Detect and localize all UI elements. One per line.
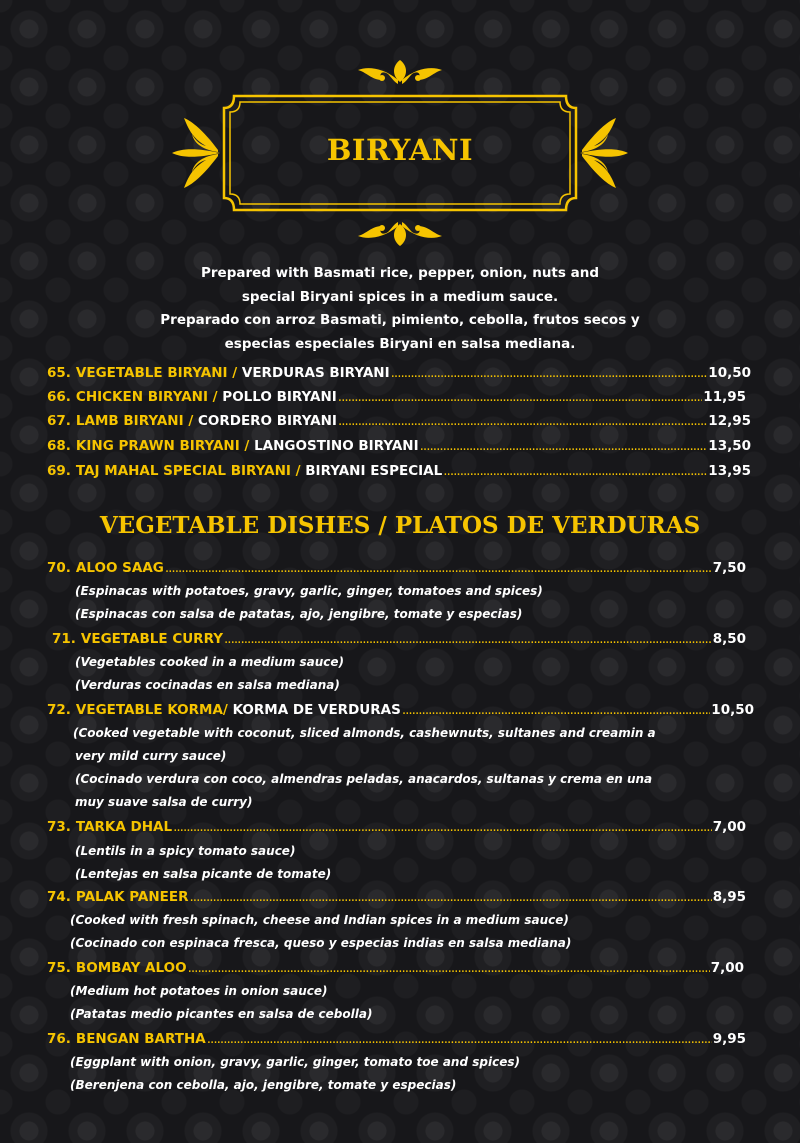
item-name: TARKA DHAL: [75, 819, 173, 835]
item-price: 13,50: [708, 438, 751, 454]
item-description: (Patatas medio picantes en salsa de cebolla): [70, 1007, 373, 1021]
item-description: (Eggplant with onion, gravy, garlic, ginger, tomato toe and spices): [70, 1055, 520, 1069]
item-description: (Medium hot potatoes in onion sauce): [70, 984, 328, 998]
intro-line: special Biryani spices in a medium sauce.: [241, 288, 559, 305]
item-number: 70.: [47, 560, 71, 576]
dot-leader: [402, 699, 710, 721]
intro-line: especias especiales Biryani en salsa mediana.: [224, 335, 576, 352]
item-name: LAMB BIRYANI /: [75, 413, 194, 429]
item-price: 9,95: [712, 1031, 746, 1047]
right-fleur-ornament: [580, 118, 628, 188]
item-name-es: VERDURAS BIRYANI: [241, 365, 390, 381]
item-name: VEGETABLE KORMA/: [75, 702, 228, 718]
item-price: 10,50: [711, 702, 754, 718]
dot-leader: [391, 362, 708, 384]
item-description: (Cocinado con espinaca fresca, queso y especias indias en salsa mediana): [70, 936, 572, 950]
dot-leader: [189, 886, 711, 908]
menu-item: [0, 460, 800, 482]
item-name: CHICKEN BIRYANI /: [75, 389, 218, 405]
menu-item: [0, 386, 800, 408]
item-name: VEGETABLE CURRY: [80, 631, 224, 647]
item-name: PALAK PANEER: [75, 889, 189, 905]
item-number: 76.: [47, 1031, 71, 1047]
item-number: 69.: [47, 463, 71, 479]
item-number: 65.: [47, 365, 71, 381]
item-description: very mild curry sauce): [75, 749, 227, 763]
item-number: 66.: [47, 389, 71, 405]
item-price: 7,00: [710, 960, 744, 976]
menu-item: [0, 557, 800, 579]
item-name: TAJ MAHAL SPECIAL BIRYANI /: [75, 463, 301, 479]
menu-item: [0, 886, 800, 908]
intro-text: [100, 262, 700, 356]
item-price: 7,50: [712, 560, 746, 576]
item-number: 67.: [47, 413, 71, 429]
item-description: (Cocinado verdura con coco, almendras peladas, anacardos, sultanas y crema en una: [75, 772, 653, 786]
item-description: (Vegetables cooked in a medium sauce): [75, 655, 345, 669]
intro-line: Prepared with Basmati rice, pepper, onion, nuts and: [200, 265, 599, 281]
item-number: 71.: [52, 631, 76, 647]
dot-leader: [420, 435, 708, 457]
item-description: (Verduras cocinadas en salsa mediana): [75, 678, 340, 692]
item-price: 10,50: [708, 365, 751, 381]
item-description: (Espinacas con salsa de patatas, ajo, jengibre, tomate y especias): [75, 607, 523, 621]
menu-item: [0, 957, 800, 979]
section-title-vegetable-dishes: VEGETABLE DISHES / PLATOS DE VERDURAS: [99, 512, 701, 539]
menu-item: [0, 410, 800, 432]
dot-leader: [188, 957, 710, 979]
dot-leader: [207, 1028, 712, 1050]
item-number: 75.: [47, 960, 71, 976]
item-price: 11,95: [703, 389, 746, 405]
left-fleur-ornament: [172, 118, 220, 188]
section-title-biryani: BIRYANI: [326, 133, 474, 167]
intro-line: Preparado con arroz Basmati, pimiento, cebolla, frutos secos y: [160, 312, 640, 328]
dot-leader: [173, 816, 712, 838]
item-description: (Lentejas en salsa picante de tomate): [75, 867, 332, 881]
item-description: (Berenjena con cebolla, ajo, jengibre, tomate y especias): [70, 1078, 457, 1092]
menu-item: [0, 362, 800, 384]
item-price: 13,95: [708, 463, 751, 479]
menu-item: [0, 816, 800, 838]
menu-item: [0, 1028, 800, 1050]
item-price: 7,00: [712, 819, 746, 835]
item-price: 8,50: [712, 631, 746, 647]
item-name-es: CORDERO BIRYANI: [197, 413, 337, 429]
dot-leader: [443, 460, 707, 482]
item-name-es: LANGOSTINO BIRYANI: [254, 438, 419, 454]
item-description: (Cooked with fresh spinach, cheese and Indian spices in a medium sauce): [70, 913, 569, 927]
item-price: 8,95: [712, 889, 746, 905]
item-number: 73.: [47, 819, 71, 835]
dot-leader: [338, 386, 703, 408]
item-name: ALOO SAAG: [75, 560, 164, 576]
item-name-es: BIRYANI ESPECIAL: [305, 463, 443, 479]
item-name-es: KORMA DE VERDURAS: [232, 702, 401, 718]
item-name: BENGAN BARTHA: [75, 1031, 206, 1047]
dot-leader: [338, 410, 707, 432]
menu-item: [0, 699, 800, 721]
item-description: muy suave salsa de curry): [75, 795, 253, 809]
bottom-fleur-ornament: [358, 222, 442, 246]
item-name-es: POLLO BIRYANI: [222, 389, 337, 405]
item-number: 74.: [47, 889, 71, 905]
menu-item: [0, 435, 800, 457]
item-description: (Cooked vegetable with coconut, sliced almonds, cashewnuts, sultanes and creamin a: [73, 726, 656, 740]
top-fleur-ornament: [358, 60, 442, 84]
item-description: (Espinacas with potatoes, gravy, garlic, ginger, tomatoes and spices): [75, 584, 543, 598]
dot-leader: [165, 557, 712, 579]
item-description: (Lentils in a spicy tomato sauce): [75, 844, 296, 858]
item-name: BOMBAY ALOO: [75, 960, 187, 976]
item-number: 68.: [47, 438, 71, 454]
item-name: KING PRAWN BIRYANI /: [75, 438, 250, 454]
item-price: 12,95: [708, 413, 751, 429]
menu-item: [0, 628, 800, 650]
item-number: 72.: [47, 702, 71, 718]
dot-leader: [224, 628, 712, 650]
item-name: VEGETABLE BIRYANI /: [75, 365, 238, 381]
